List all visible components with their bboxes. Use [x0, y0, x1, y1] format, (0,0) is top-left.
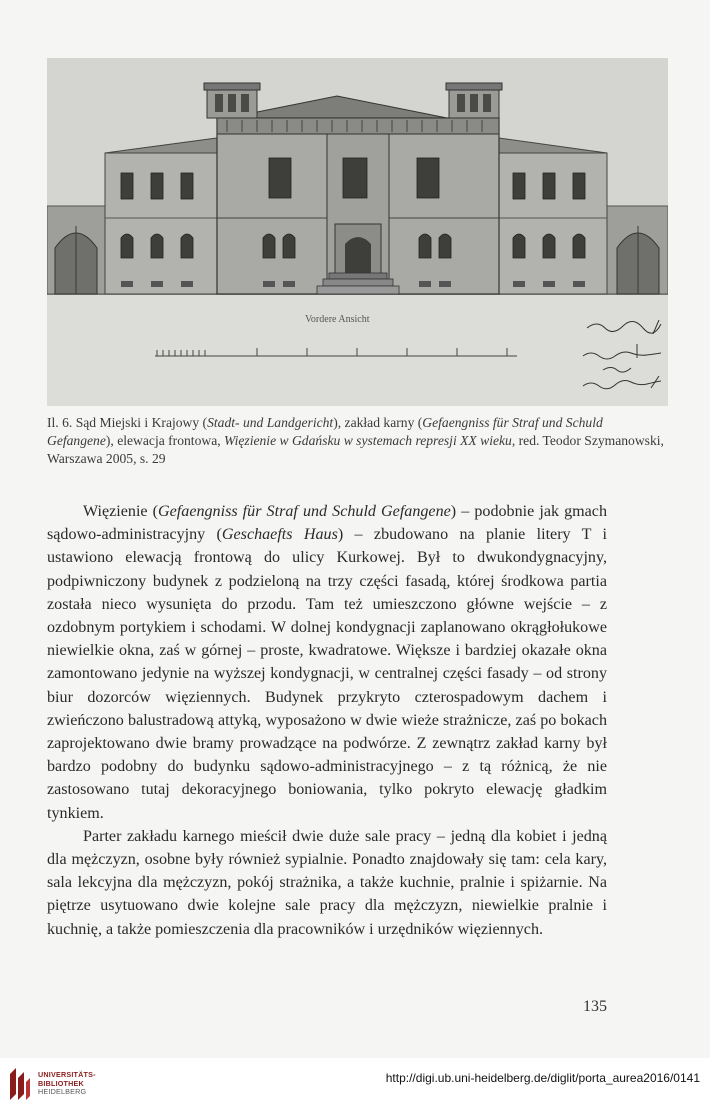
- digitization-footer: [0, 1058, 710, 1111]
- text-run: Il. 6. Sąd Miejski i Krajowy (: [47, 415, 208, 430]
- illustration-plate: [47, 58, 668, 406]
- text-run: , red. Teodor Szymanowski, Warszawa 2005, s. 29: [47, 433, 664, 466]
- paragraph: [47, 825, 607, 941]
- text-run: ) – podobnie jak gmach sądowo-administracyjny (: [47, 503, 607, 544]
- text-run: ) – zbudowano na planie litery T i ustawiono elewacją frontową do ulicy Kurkowej. Był to dwukondygnacyjny, podpiwniczony budynek z podzieloną na trzy części fasadą, której środkowa partia została nieco wysunięta do przodu. Tam też umieszczono główne wejście – z ozdobnym portykiem i schodami. W dolnej kondygnacji zaplanowano okrągłołukowe niewielkie okna, zaś w górnej – proste, kwadratowe. Większe i bardziej okazałe okna zamontowano jedynie na wyższej kondygnacji, w centralnej części fasady – od strony biur dozorców więziennych. Budynek przykryto czterospadowym dachem i zwieńczono balustradową attyką, wyposażono w dwie wieże strażnicze, zaś po bokach zaprojektowano dwie bramy prowadzące na podwórze. Z zewnątrz zakład karny był bardzo podobny do budynku sądowo-administracyjnego – z tą różnicą, że nie zastosowano tutaj dekoracyjnego boniowania, tylko pokryto elewację gładkim tynkiem.: [47, 526, 607, 822]
- italic-text-run: Geschaefts Haus: [221, 526, 338, 544]
- library-name-line-2: BIBLIOTHEK: [38, 1078, 84, 1088]
- italic-text-run: Gefaengniss für Straf und Schuld Gefangene: [47, 415, 603, 448]
- building-elevation-drawing: [47, 58, 668, 406]
- paragraph: [47, 500, 607, 825]
- source-url-link[interactable]: http://digi.ub.uni-heidelberg.de/diglit/porta_aurea2016/0141: [385, 1071, 700, 1085]
- drawing-label: Vordere Ansicht: [305, 314, 370, 325]
- text-run: Więzienie (: [83, 503, 159, 520]
- page-number: 135: [583, 998, 607, 1015]
- italic-text-run: Gefaengniss für Straf und Schuld Gefangene: [158, 503, 451, 520]
- italic-text-run: Stadt- und Landgericht: [207, 415, 334, 430]
- body-text: [47, 500, 607, 941]
- library-name-line-1: UNIVERSITÄTS-: [38, 1070, 96, 1079]
- text-run: ), zakład karny (: [333, 415, 423, 430]
- figure-caption: [47, 414, 668, 468]
- library-name: [38, 1071, 96, 1097]
- italic-text-run: Więzienie w Gdańsku w systemach represji XX wieku: [224, 433, 512, 448]
- library-city: HEIDELBERG: [38, 1087, 87, 1097]
- text-run: Parter zakładu karnego mieścił dwie duże sale pracy – jedną dla kobiet i jedną dla mężczyzn, osobne były również sypialnie. Ponadto znajdowały się tam: cela kary, sala lekcyjna dla mężczyzn, pokój strażnika, a także kuchnie, pralnie i spiżarnie. Na piętrze usytuowano dwie kolejne sale pracy dla mężczyzn, niewielkie pralnie i kuchnię, a także pomieszczenia dla pracowników i urzędników więziennych.: [47, 827, 607, 938]
- text-run: ), elewacja frontowa,: [105, 433, 225, 448]
- library-logo-icon: [8, 1066, 32, 1102]
